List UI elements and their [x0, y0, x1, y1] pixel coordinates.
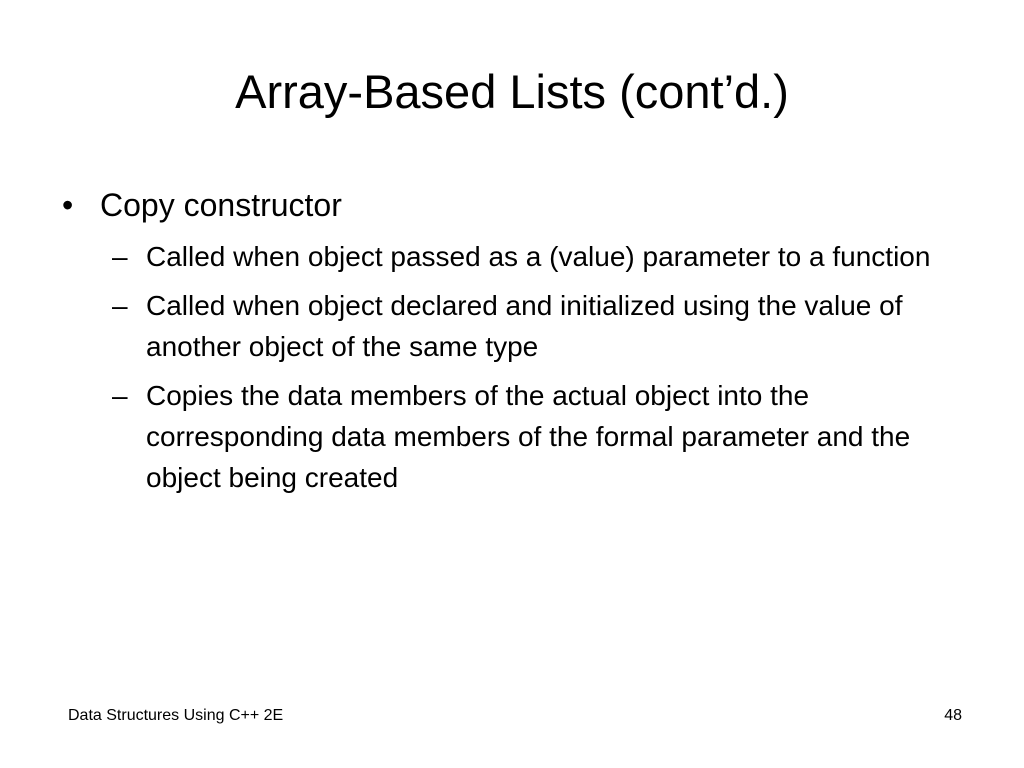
sub-bullet-text: Copies the data members of the actual object into the corresponding data members of the formal parameter and the object being created: [146, 380, 911, 493]
sub-bullet-item: [112, 285, 972, 367]
sub-bullet-item: [112, 375, 972, 498]
dash-marker: –: [112, 380, 128, 411]
sub-bullet-text: Called when object declared and initialized using the value of another object of the same type: [146, 290, 903, 362]
sub-bullet-text: Called when object passed as a (value) parameter to a function: [146, 241, 931, 272]
dash-marker: –: [112, 241, 128, 272]
bullet-marker: •: [62, 187, 74, 223]
sub-bullet-list: [112, 236, 972, 506]
footer-source: Data Structures Using C++ 2E: [68, 707, 284, 724]
dash-marker: –: [112, 290, 128, 321]
bullet-text: Copy constructor: [100, 187, 342, 223]
page-number: 48: [944, 707, 962, 724]
bullet-item: [62, 184, 342, 226]
sub-bullet-item: [112, 236, 972, 277]
slide-title: Array-Based Lists (cont’d.): [235, 65, 789, 118]
